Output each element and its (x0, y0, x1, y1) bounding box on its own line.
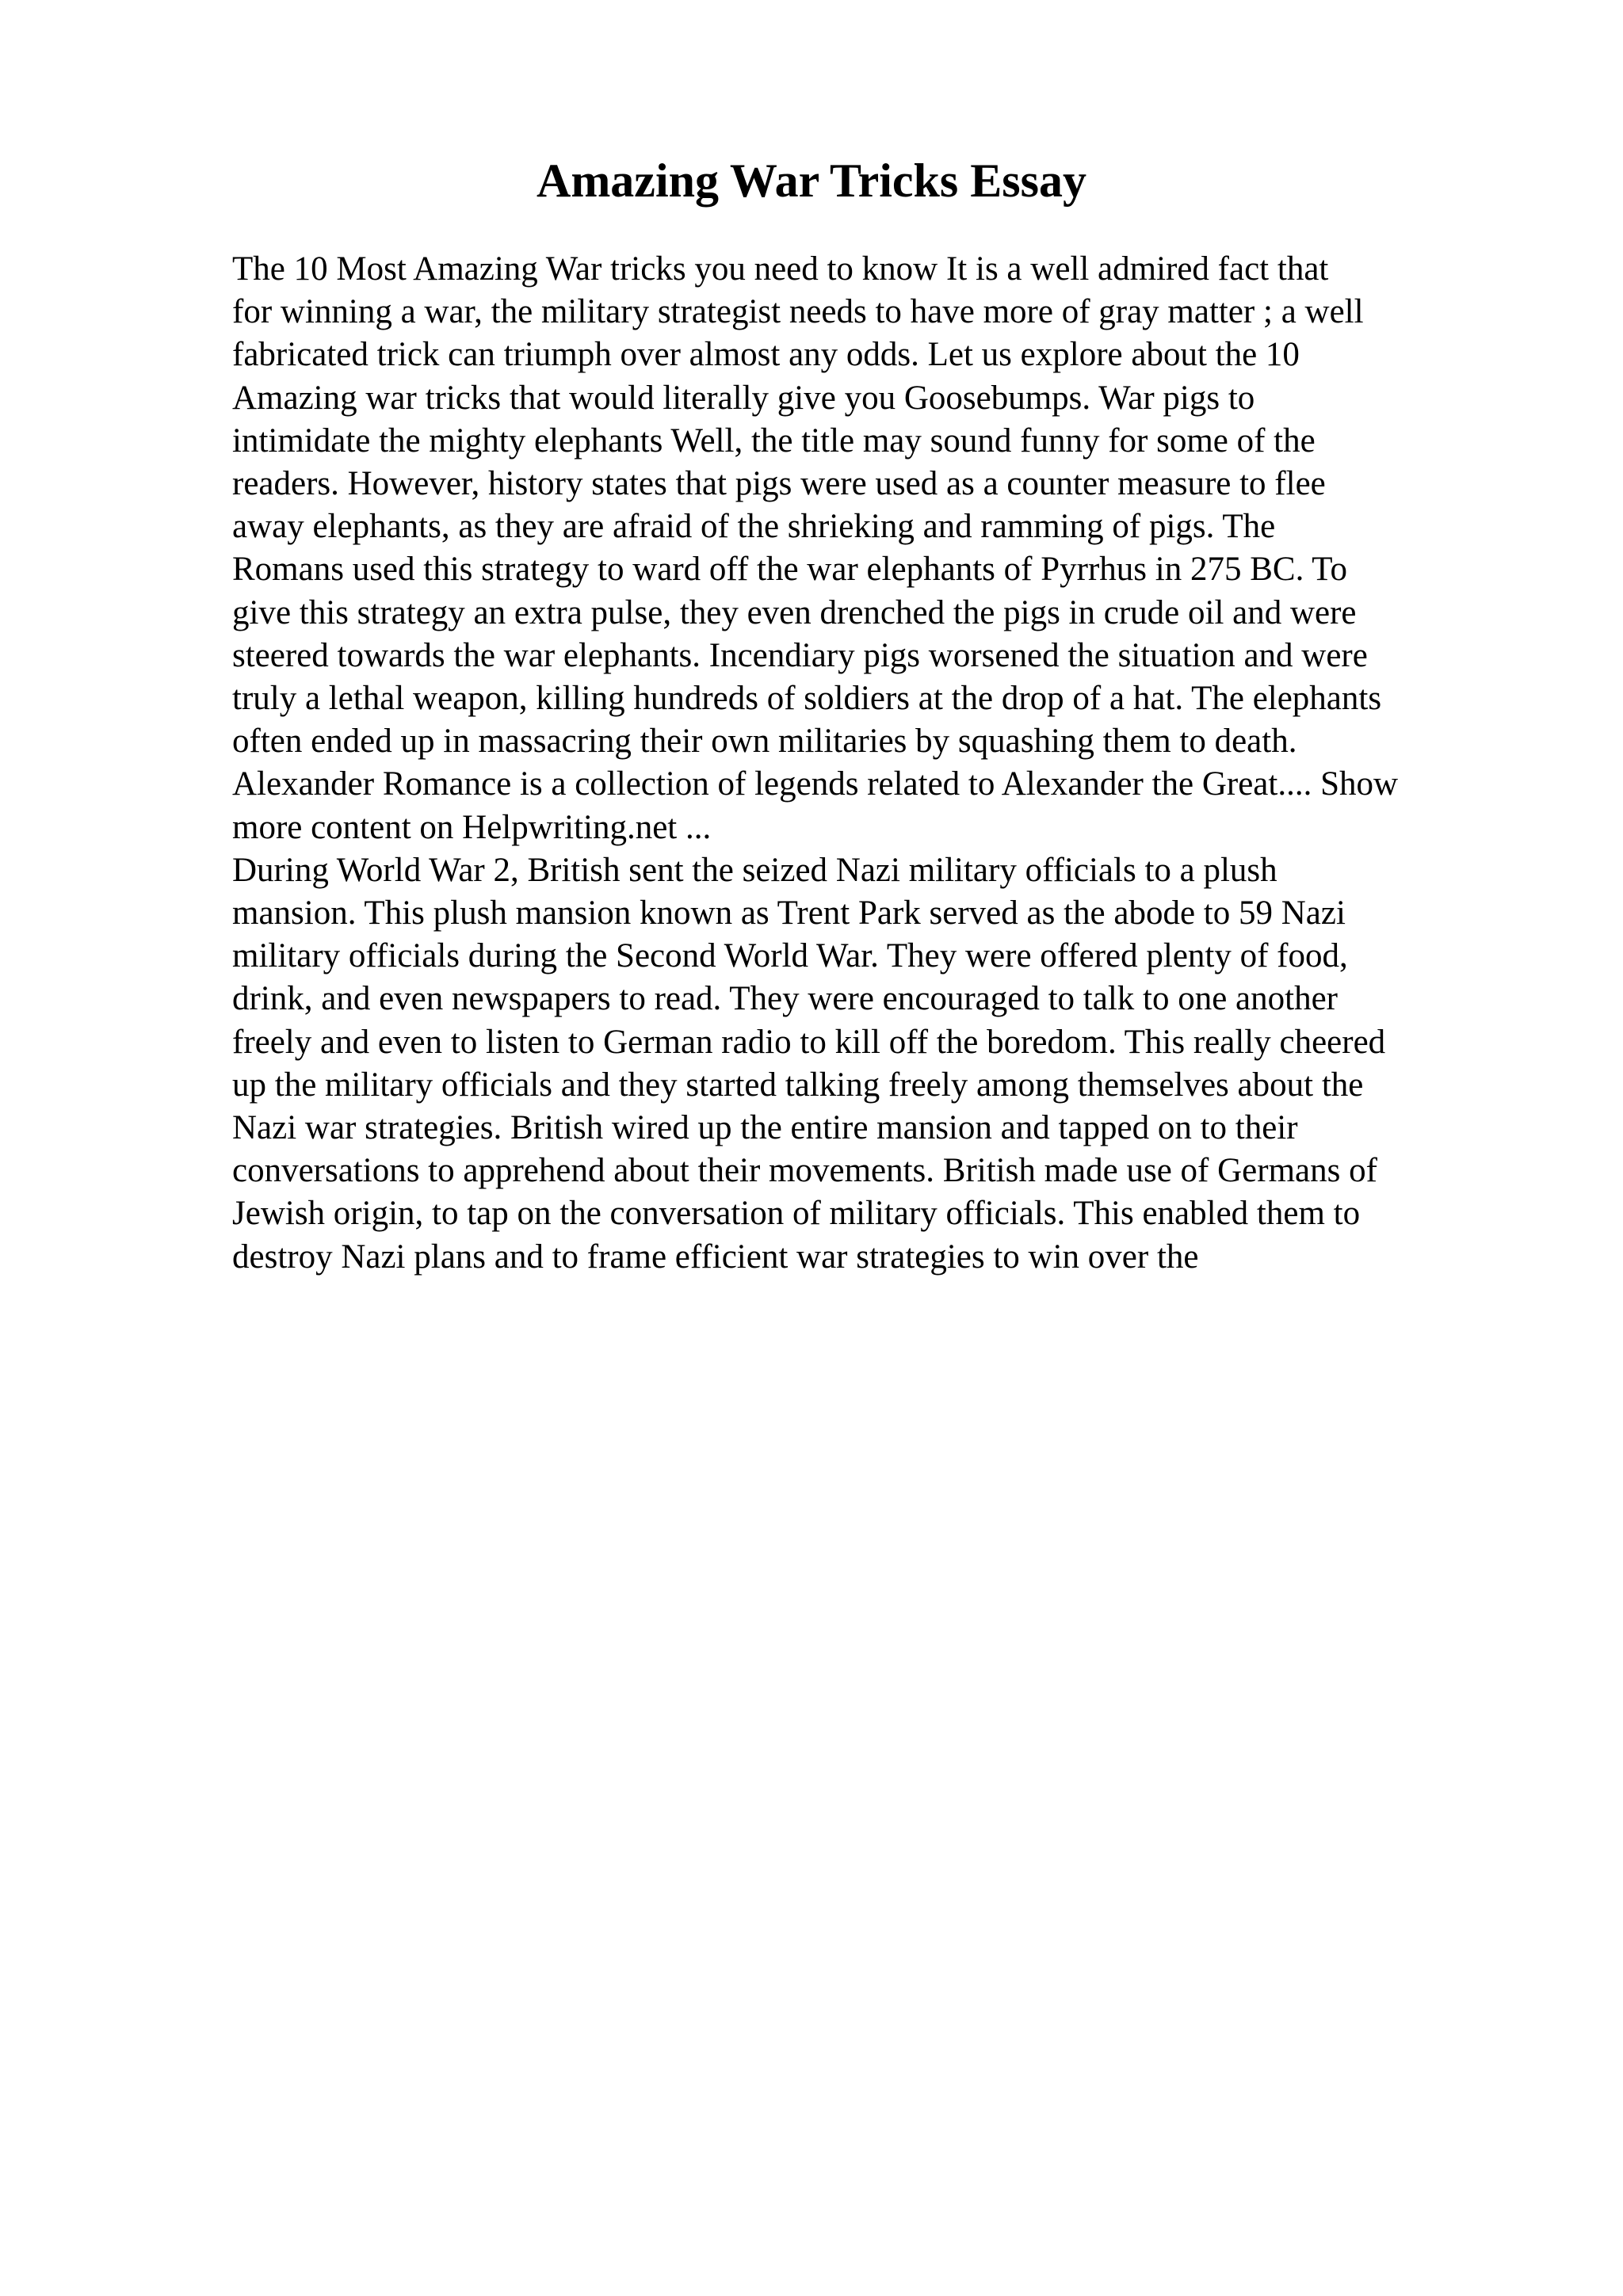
text-line: The 10 Most Amazing War tricks you need to know It is a well admired fact that (232, 250, 1329, 288)
text-line: Romans used this strategy to ward off the war elephants of Pyrrhus in 275 BC. To (232, 551, 1348, 589)
text-line: fabricated trick can triumph over almost any odds. Let us explore about the 10 (232, 336, 1300, 374)
text-line: drink, and even newspapers to read. They were encouraged to talk to one another (232, 980, 1338, 1018)
text-line: Amazing war tricks that would literally give you Goosebumps. War pigs to (232, 379, 1255, 417)
text-line: away elephants, as they are afraid of the shrieking and ramming of pigs. The (232, 508, 1276, 546)
text-line: mansion. This plush mansion known as Trent Park served as the abode to 59 Nazi (232, 894, 1346, 933)
document-title: Amazing War Tricks Essay (537, 154, 1086, 207)
text-line: freely and even to listen to German radio to kill off the boredom. This really cheered (232, 1023, 1386, 1061)
text-line: up the military officials and they started talking freely among themselves about the (232, 1066, 1364, 1104)
text-line: intimidate the mighty elephants Well, the title may sound funny for some of the (232, 421, 1316, 460)
text-line: readers. However, history states that pigs were used as a counter measure to flee (232, 465, 1326, 503)
essay-body (232, 248, 1516, 1279)
text-line: often ended up in massacring their own militaries by squashing them to death. (232, 723, 1297, 761)
text-line: give this strategy an extra pulse, they even drenched the pigs in crude oil and were (232, 593, 1357, 631)
text-line: Alexander Romance is a collection of legends related to Alexander the Great.... Show (232, 765, 1399, 803)
text-line: Nazi war strategies. British wired up the entire mansion and tapped on to their (232, 1109, 1298, 1147)
text-line: military officials during the Second World War. They were offered plenty of food, (232, 937, 1348, 975)
text-line: more content on Helpwriting.net ... (232, 808, 712, 846)
text-line: destroy Nazi plans and to frame efficient war strategies to win over the (232, 1238, 1199, 1276)
text-line: for winning a war, the military strategist needs to have more of gray matter ; a well (232, 293, 1364, 331)
text-line: conversations to apprehend about their movements. British made use of Germans of (232, 1152, 1377, 1190)
text-line: Jewish origin, to tap on the conversation of military officials. This enabled them to (232, 1195, 1361, 1233)
text-line: truly a lethal weapon, killing hundreds of soldiers at the drop of a hat. The elephants (232, 680, 1382, 718)
text-line: During World War 2, British sent the seized Nazi military officials to a plush (232, 851, 1277, 889)
text-line: steered towards the war elephants. Incendiary pigs worsened the situation and were (232, 636, 1368, 674)
